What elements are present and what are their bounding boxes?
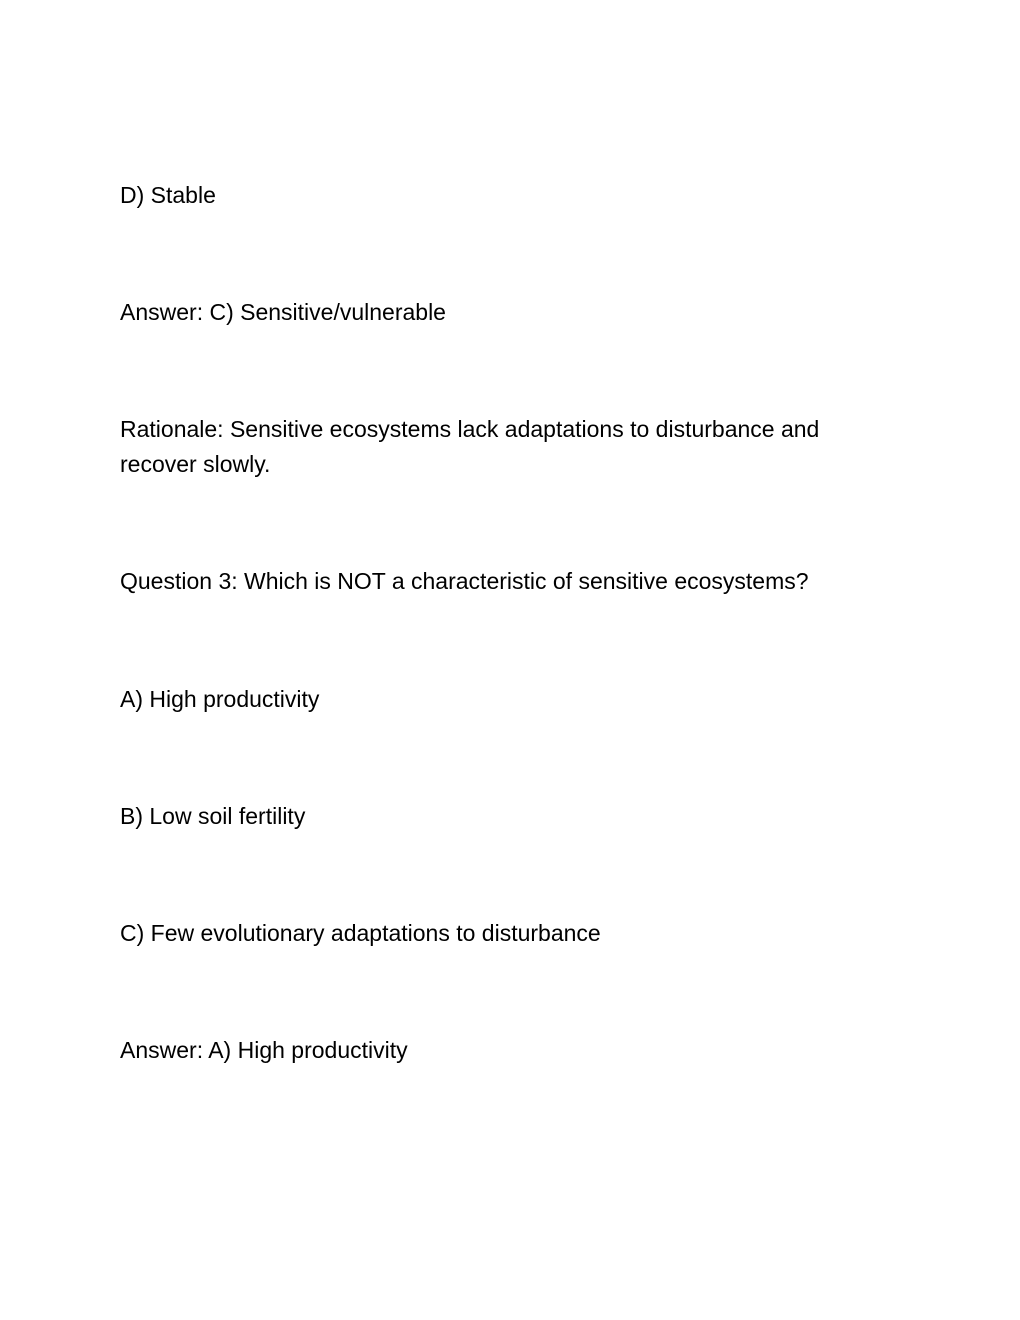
option-a-high-productivity: A) High productivity bbox=[120, 686, 320, 712]
answer-question-3: Answer: A) High productivity bbox=[120, 1037, 408, 1063]
answer-question-2: Answer: C) Sensitive/vulnerable bbox=[120, 299, 446, 325]
option-c-few-adaptations: C) Few evolutionary adaptations to disturbance bbox=[120, 920, 601, 946]
question-3-prompt: Question 3: Which is NOT a characteristic of sensitive ecosystems? bbox=[120, 568, 809, 594]
option-b-low-soil-fertility: B) Low soil fertility bbox=[120, 803, 306, 829]
rationale-question-2: Rationale: Sensitive ecosystems lack adaptations to disturbance and recover slowly. bbox=[120, 416, 820, 477]
option-d-stable: D) Stable bbox=[120, 182, 216, 208]
